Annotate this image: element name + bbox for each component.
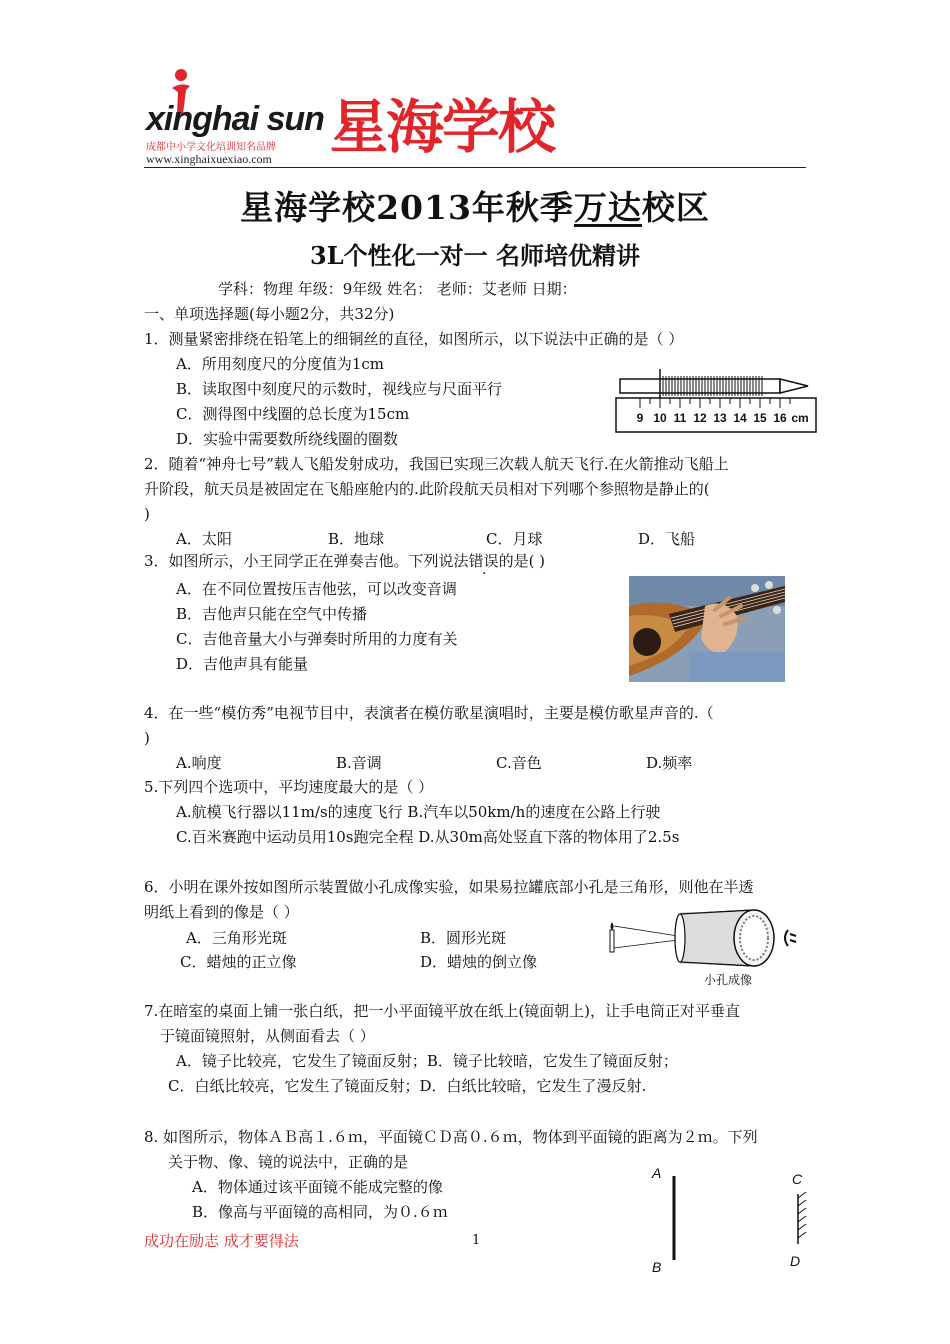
stem-part: 3．如图所示，小王同学正在弹奏吉他。下列说法 (144, 552, 469, 570)
question-stem-line-2: 明纸上看到的像是（ ） (144, 903, 299, 921)
mirror-hatching (798, 1192, 806, 1238)
stem-part: 的是( ) (498, 552, 546, 570)
eye-icon (785, 930, 796, 946)
option-d: D．飞船 (638, 530, 696, 548)
ruler-tick-label: 15 (753, 411, 767, 425)
question-stem: 5.下列四个选项中，平均速度最大的是（ ） (144, 778, 434, 796)
option-a: A．所用刻度尺的分度值为1cm (176, 355, 385, 373)
mirror-object-figure (640, 1160, 820, 1280)
page-title (0, 182, 950, 229)
label-b: B (652, 1259, 662, 1275)
options-a-b: A.航模飞行器以11m/s的速度飞行 B.汽车以50km/h的速度在公路上行驶 (176, 803, 661, 821)
section-heading: 一、单项选择题(每小题2分，共32分) (144, 305, 395, 323)
question-stem-line-2: 于镜面镜照射，从侧面看去（ ） (160, 1027, 375, 1045)
title-part-1: 星海学校2013年秋季 (240, 188, 574, 227)
label-a: A (652, 1165, 662, 1181)
option-b: B．地球 (328, 530, 385, 548)
option-a: A．在不同位置按压吉他弦，可以改变音调 (176, 580, 457, 598)
option-b: B．像高与平面镜的高相同，为０.６ｍ (192, 1203, 448, 1221)
option-c: C．吉他音量大小与弹奏时所用的力度有关 (176, 630, 458, 648)
school-url: www.xinghaixuexiao.com (146, 152, 272, 166)
question-stem-line-1: 7.在暗室的桌面上铺一张白纸，把一小平面镜平放在纸上(镜面朝上)，让手电筒正对平垂直 (144, 1002, 741, 1020)
option-c: C．月球 (486, 530, 543, 548)
option-c: C．蜡烛的正立像 (180, 953, 297, 971)
page-number: 1 (472, 1233, 481, 1248)
brand-tagline: 成都中小学文化培训知名品牌 (146, 142, 276, 153)
ruler-tick-label: 14 (733, 411, 747, 425)
ruler-coil-figure (614, 368, 822, 436)
question-stem-line-2: ) (144, 729, 150, 747)
ruler-tick-label: 12 (693, 411, 707, 425)
label-d: D (790, 1253, 801, 1269)
option-a: A．物体通过该平面镜不能成完整的像 (192, 1178, 443, 1196)
question-stem-line-1: 2．随着“神舟七号”载人飞船发射成功，我国已实现三次载人航天飞行.在火箭推动飞船上 (144, 455, 729, 473)
question-stem (144, 551, 545, 571)
emphasis-word: 错误 (468, 552, 499, 570)
title-campus: 万达 (573, 188, 642, 227)
question-stem-line-3: ) (144, 505, 150, 523)
header-rule (144, 167, 806, 168)
pencil-tip (780, 379, 808, 393)
question-stem: 1．测量紧密排绕在铅笔上的细铜丝的直径，如图所示，以下说法中正确的是（ ） (144, 330, 684, 348)
coil-windings (660, 376, 762, 396)
option-d: D.频率 (646, 754, 693, 772)
question-stem-line-1: 8. 如图所示，物体ＡＢ高１.６ｍ，平面镜ＣＤ高０.６ｍ，物体到平面镜的距离为２ｍ。下列 (144, 1128, 758, 1146)
question-stem-line-2: 关于物、像、镜的说法中，正确的是 (168, 1153, 409, 1171)
ruler-tick-label: 13 (713, 411, 727, 425)
footer-motto: 成功在励志 成才要得法 (144, 1232, 299, 1250)
option-b: B．吉他声只能在空气中传播 (176, 605, 368, 623)
option-c: C．测得图中线圈的总长度为15cm (176, 405, 410, 423)
candle-flame-icon (611, 922, 614, 930)
page-subtitle: 3L个性化一对一 名师培优精讲 (310, 241, 640, 270)
brand-chinese: 星海学校 (330, 93, 555, 161)
options-c-d: C．白纸比较亮，它发生了镜面反射；D．白纸比较暗，它发生了漫反射. (168, 1077, 647, 1095)
options-a-b: A．镜子比较亮，它发生了镜面反射；B．镜子比较暗，它发生了镜面反射； (176, 1052, 678, 1070)
option-a: A．三角形光斑 (186, 929, 287, 947)
option-c: C.音色 (496, 754, 542, 772)
guitar-photo (629, 576, 785, 682)
option-b: B．圆形光斑 (420, 929, 507, 947)
title-part-3: 校区 (641, 188, 710, 227)
ruler-tick-label: 9 (636, 411, 644, 425)
ruler-tick-label: 16 (773, 411, 787, 425)
question-stem-line-2: 升阶段，航天员是被固定在飞船座舱内的.此阶段航天员相对下列哪个参照物是静止的( (144, 480, 710, 498)
options-c-d: C.百米赛跑中运动员用10s跑完全程 D.从30m高处竖直下落的物体用了2.5s (176, 828, 680, 846)
brand-latin: xinghai sun (146, 100, 324, 138)
figure-caption: 小孔成像 (704, 973, 753, 987)
option-d: D．蜡烛的倒立像 (420, 953, 538, 971)
ruler-tick-label: 10 (653, 411, 667, 425)
ruler-unit-label: cm (791, 411, 809, 425)
label-c: C (792, 1171, 803, 1187)
question-stem-line-1: 6．小明在课外按如图所示装置做小孔成像实验，如果易拉罐底部小孔是三角形，则他在半透 (144, 878, 754, 896)
candle-icon (610, 930, 614, 952)
option-b: B．读取图中刻度尺的示数时，视线应与尺面平行 (176, 380, 503, 398)
option-d: D．实验中需要数所绕线圈的圈数 (176, 430, 399, 448)
option-a: A.响度 (176, 754, 222, 772)
info-line: 学科：物理 年级：9年级 姓名： 老师：艾老师 日期： (218, 280, 577, 298)
option-a: A．太阳 (176, 530, 232, 548)
option-d: D．吉他声具有能量 (176, 655, 309, 673)
pinhole-camera-figure (604, 902, 800, 990)
ruler-tick-label: 11 (673, 411, 687, 425)
option-b: B.音调 (336, 754, 382, 772)
question-stem-line-1: 4．在一些“模仿秀”电视节目中，表演者在模仿歌星演唱时，主要是模仿歌星声音的.（ (144, 704, 714, 722)
